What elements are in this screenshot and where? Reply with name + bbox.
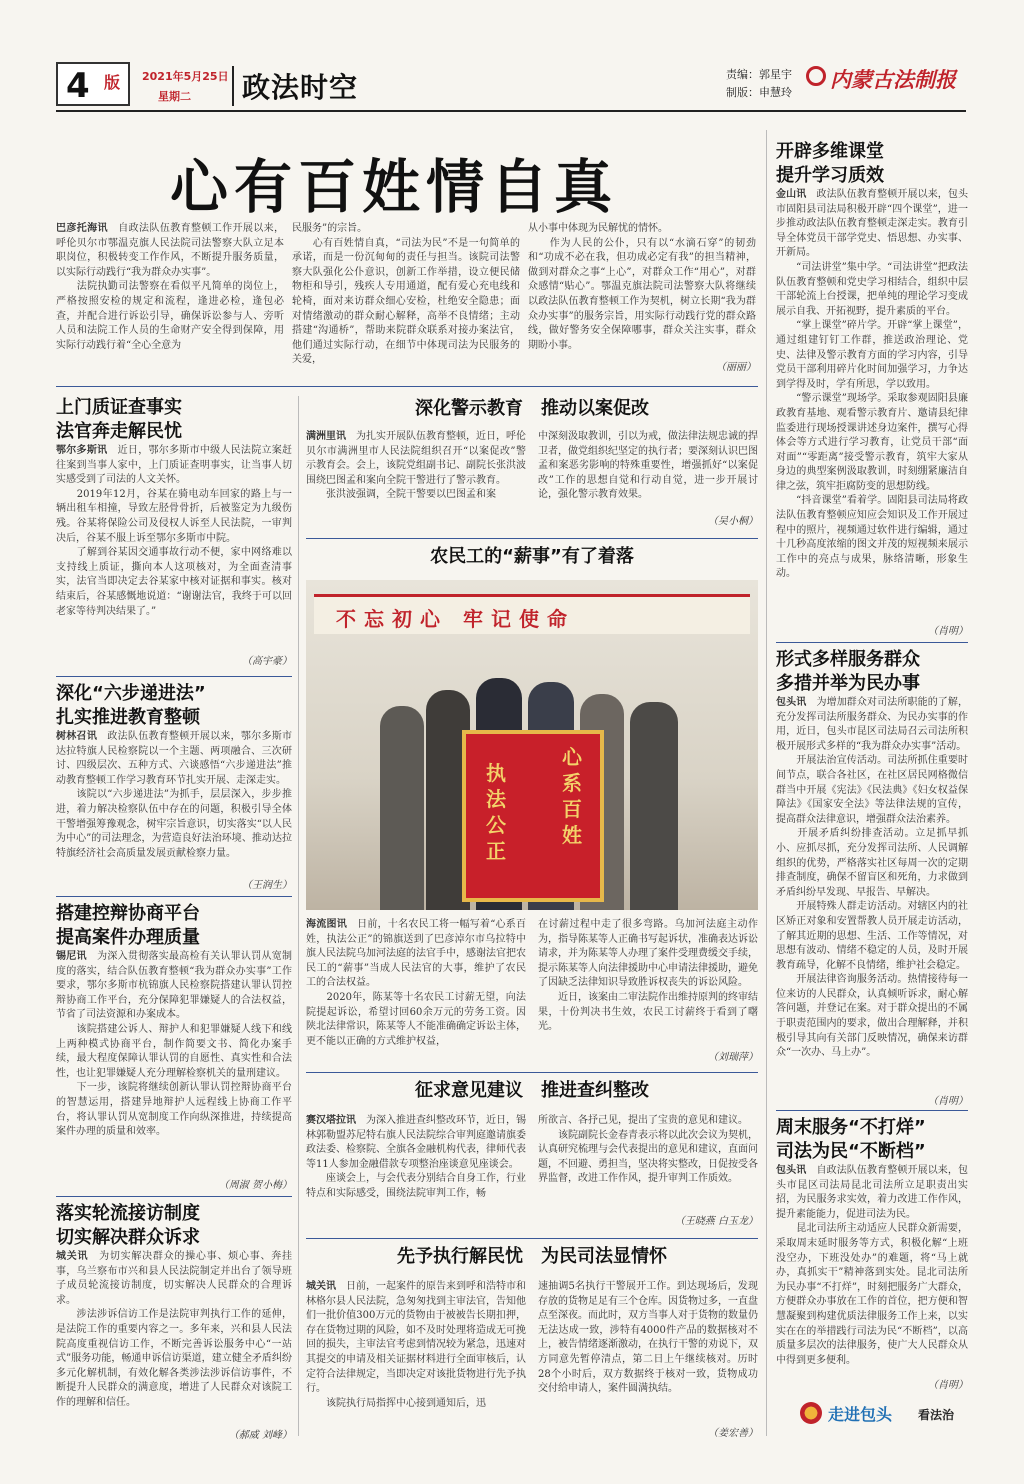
issue-date: 2021年5月25日 (142, 70, 229, 83)
footer-brand (800, 1398, 970, 1428)
dateline: 赛汉塔拉讯 (306, 1115, 356, 1126)
dateline: 金山讯 (776, 189, 807, 200)
body-text: 为深入推进查纠整改环节，近日，锡林郭勒盟苏尼特右旗人民法院综合审判庭邀请旗委政法委、检察院、全旗各金融机构代表，律师代表等11人参加金融借款专项整治座谈意见座谈会。 座谈会上，与会代表分别结合自身工作，行业特点和实际感受，围绕法院审判工作，畅 (306, 1115, 526, 1199)
article-body (56, 1250, 292, 1426)
masthead-divider (232, 66, 234, 106)
byline: （肖明） (928, 1380, 968, 1391)
article-headline: 搭建控辩协商平台 (56, 903, 200, 924)
article-multi-classroom (776, 140, 968, 640)
article-headline: 开辟多维课堂 (776, 141, 884, 162)
main-col-3: 从小事中体现为民解忧的情怀。 作为人民的公仆，只有以“水滴石穿”的韧劲和“功成不必在我，但功成必定有我”的担当精神，做到对群众之事“上心”，对群众工作“用心”，对群众感情“贴心”。鄂温克旗法院司法警察大队将继续以政法队伍教育整顿工作为契机，树立长期“我为群众办实事”的服务宗旨，用实际行动践行党的群众路线，做好警务安全保障哪事，群众关注实事，群众期盼小事。 (528, 223, 756, 351)
page-number-box (56, 62, 130, 106)
article-body (56, 444, 292, 652)
byline: （姜宏善） (708, 1428, 758, 1439)
wall-banner (314, 594, 750, 634)
byline: （郝威 刘峰） (228, 1430, 292, 1441)
main-article (56, 222, 756, 382)
section-rule (56, 1196, 292, 1197)
body-text: 自政法队伍教育整顿开展以来，包头市昆区司法局昆北司法所立足职责出实招，为民服务求实效，着力改进工作作风，提升素能能力，促进司法为民。 昆北司法所主动适应人民群众新需要，采取周末延时服务等方式，积极化解“上班没空办，下班没处办”的难题，将“马上就办，真抓实干”精神落到实处。昆北司法所为民办事“不打烊”，时刻把服务广大群众，方便群众办事放在工作的首位，把方便和智慧凝聚到构建优质法律服务工作上来，以实实在在的举措践行司法为民“不断档”，以高质量多层次的法律服务，使广大人民群众从中得到更多便利。 (776, 1165, 968, 1366)
article-headline: 深化“六步递进法” (56, 683, 206, 704)
section-title: 政法时空 (242, 71, 359, 104)
article-headline: 征求意见建议 推进查纠整改 (415, 1080, 649, 1101)
producer-credit: 制版：申慧玲 (726, 86, 792, 99)
column-rule (766, 130, 767, 1436)
byline: （肖明） (928, 1096, 968, 1107)
dateline: 包头讯 (776, 697, 807, 708)
section-rule (56, 386, 758, 387)
article-body (776, 696, 968, 1092)
brand-logo-icon (800, 1402, 822, 1424)
article-headline: 周末服务“不打烊” (776, 1117, 926, 1138)
article-col-1 (306, 430, 526, 530)
news-photo (306, 580, 758, 910)
main-headline: 心有百姓情自真 (170, 153, 619, 221)
article-col-2: 在讨薪过程中走了很多弯路。乌加河法庭主动作为，指导陈某等人正确书写起诉状，准确表达诉讼请求，并为陈某等人办理了案件受理费缓交手续，提示陈某等人向法律援助中心申请法律援助，避免了因缺乏法律知识导致胜诉权丧失的诉讼风险。 近日，该案由二审法院作出维持原判的终审结果，十份判决书生效，农民工讨薪终于看到了曙光。 (538, 919, 758, 1033)
article-col-1 (306, 918, 526, 1064)
person (630, 702, 678, 910)
byline: （刘瑞萍） (708, 1052, 758, 1063)
footer-logo-text: 走进包头 (828, 1405, 893, 1424)
article-col-2: 速抽调5名执行干警展开工作。到达现场后，发现存放的货物足足有三个仓库。因货物过多，一直盘点至深夜。而此时，双方当事人对于货物的数量仍无法达成一致，涉特有4000件产品的数据核对不上，被告情绪逐渐激动，在执行干警的劝说下，双方同意先暂停清点，第二日上午继续核对。历时28个小时后，双方数据终于核对一致，货物成功交付给申请人，案件圆满执结。 (538, 1281, 758, 1395)
byline: （王晓燕 白玉龙） (674, 1216, 758, 1227)
body-text: 日前，一起案件的原告来到呼和浩特市和林格尔县人民法院，急匆匆找到主审法官，告知他们一批价值300万元的货物由于被被告长期扣押，存在货物过期的风险，如不及时处理将造成无可挽回的损失，主审法官考虑到情况较为紧急，迅速对其提交的申请及相关证据材料进行全面审核后，认定符合法律规定，当即决定对该批货物进行先予执行。 该院执行局指挥中心接到通知后，迅 (306, 1281, 526, 1409)
banner-text-left: 执法公正 (486, 761, 506, 863)
dateline: 锡尼讯 (56, 951, 87, 962)
section-rule (776, 1110, 968, 1111)
section-rule (56, 676, 292, 677)
section-rule (306, 1238, 758, 1239)
article-col-2: 所欲言、各抒己见，提出了宝贵的意见和建议。 该院副院长金春青表示将以此次会议为契机，认真研究梳理与会代表提出的意见和建议，直面问题，不回避、勇担当，坚决将实整改，日促按受各界监督，改进工作作风，提升审判工作质效。 (538, 1115, 758, 1185)
paper-logo-icon (806, 66, 826, 86)
editor-credit: 责编：郭星宇 (726, 68, 792, 81)
article-body (776, 188, 968, 622)
body-text: 政法队伍教育整顿开展以来，鄂尔多斯市达拉特旗人民检察院以一个主题、两项融合、三次研讨、四级层次、五种方式、六谈感悟“六步递进法”推动教育整顿工作学习教育环节扎实开展、走深走实。 该院以“六步递进法”为抓手，层层深入，步步推进，着力解决检察队伍中存在的问题，积极引导全体干警增强筹豫观念，树牢宗旨意识，切实落实“以人民为中心”的司法理念，为营造良好法治环境、推动达拉特旗经济社会高质量发展贡献检察力量。 (56, 731, 292, 859)
body-text: 为切实解决群众的操心事、烦心事、奔挂事，乌兰察布市兴和县人民法院制定并出台了领导班子成员轮流接访制度，切实解决人民群众的合理诉求。 涉法涉诉信访工作是法院审判执行工作的延伸，是法院工作的重要内容之一。多年来，兴和县人民法院高度重视信访工作，不断完善诉讼服务中心“一站式”服务功能，畅通申诉信访渠道，建立健全矛盾纠纷多元化解机制，有效化解各类涉法涉诉信访事件，不断提升人民群众的满意度，增进了人民群众对该院工作的理解和信任。 (56, 1251, 292, 1408)
article-headline: 形式多样服务群众 (776, 649, 920, 670)
body-text: 为深入贯彻落实最高检有关认罪认罚从宽制度的落实，结合队伍教育整顿“我为群众办实事”工作要求，鄂尔多斯市杭锦旗人民检察院搭建认罪认罚控辩协商工作平台，充分保障犯罪嫌疑人的合法权益，节省了司法资源和办案成本。 该院搭建公诉人、辩护人和犯罪嫌疑人线下和线上两种模式协商平台，制作简要文书、简化办案手续，最大程度保障认罪认罚的自愿性、真实性和合法性，也让犯罪嫌疑人充分理解检察机关的量刑建议。 下一步，该院将继续创新认罪认罚控辩协商平台的智慧运用，搭建异地辩护人远程线上协商工作平台，将认罪认罚从宽制度工作向纵深推进，持续提高案件办理的质量和效率。 (56, 951, 292, 1138)
article-subheadline: 法官奔走解民忧 (56, 421, 182, 442)
dateline: 城关讯 (56, 1251, 89, 1262)
main-col-2: 民服务”的宗旨。 心有百姓情自真，“司法为民”不是一句简单的承诺，而是一份沉甸甸的责任与担当。该院司法警察大队强化公仆意识，创新工作举措，设立便民储物柜和导引，残疾人专用通道，配有爱心充电线和轮椅，面对来访群众细心安检，杜绝安全隐患；面对情绪激动的群众耐心解释，高举不良情绪；主动搭建“沟通桥”，帮助来院群众联系对接办案法官，他们通过实际行动，在细节中体现司法为民服务的关爱， (292, 223, 520, 366)
article-headline: 上门质证查事实 (56, 397, 182, 418)
section-rule (56, 896, 292, 897)
article-subheadline: 提升学习质效 (776, 165, 884, 186)
column-rule (298, 396, 299, 1436)
person (380, 706, 424, 910)
main-col-1 (56, 222, 284, 372)
dateline: 鄂尔多斯讯 (56, 445, 108, 456)
article-six-steps (56, 682, 292, 892)
byline: （高宇豪） (242, 656, 292, 667)
article-col-1 (306, 1114, 526, 1226)
article-warning-education (306, 396, 758, 536)
dateline: 树林召讯 (56, 731, 98, 742)
banner-text-right: 心系百姓 (562, 745, 582, 847)
article-subheadline: 扎实推进教育整顿 (56, 707, 200, 728)
footer-tagline: 看法治 (918, 1408, 955, 1422)
silk-banner (462, 730, 604, 902)
issue-weekday: 星期二 (158, 90, 191, 103)
byline: （吴小桐） (708, 516, 758, 527)
article-subheadline: 切实解决群众诉求 (56, 1227, 200, 1248)
dateline: 包头讯 (776, 1165, 807, 1176)
page-number: 4 (66, 66, 90, 106)
paper-name: 内蒙古法制报 (830, 68, 956, 92)
body-text: 日前，十名农民工将一幅写着“心系百姓，执法公正”的锦旗送到了巴彦淖尔市乌拉特中旗人民法院乌加河法庭的法官手中，感谢法官把农民工的“薪事”当成人民法官的大事，维护了农民工的合法权益。 2020年，陈某等十名农民工讨薪无望，向法院提起诉讼，希望讨回60余万元的劳务工资。因陕北法律常识，陈某等人不能准确确定诉讼主体，更不能以正确的方式维护权益， (306, 919, 526, 1047)
article-on-site-evidence (56, 396, 292, 674)
page-label: 版 (104, 73, 121, 92)
article-prior-enforcement (306, 1244, 758, 1440)
article-diverse-services (776, 648, 968, 1108)
body-text: 近日，鄂尔多斯市中级人民法院立案赶往案到当事人家中，上门质证查明事实，让当事人切实感受到了司法的人文关怀。 2019年12月，谷某在骑电动车回家的路上与一辆出租车相撞，导致左胫骨骨折，后被鉴定为九级伤残。谷某将保险公司及侵权人诉至人民法院，一审判决后，谷某不服上诉至鄂尔多斯市中院。 了解到谷某因交通事故行动不便，家中网络难以支持线上质证，撕向本人这项核对，为全面查清事实，法官当即决定去谷某家中核对证据和事实。核对结束后，谷某感慨地说道：“谢谢法官，我终于可以回老家等待判决结果了。” (56, 445, 292, 617)
body-text: 政法队伍教育整顿开展以来，包头市固阳县司法局积极开辟“四个课堂”，进一步推动政法队伍教育整顿走深走实。教育引导全体党员干部学党史、悟思想、办实事、开新局。 “司法讲堂”集中学。“司法讲堂”把政法队伍教育整顿和党史学习相结合，组织中层干部轮流上台授课，把单纯的理论学习变成展示自我、开拓视野，提升素质的平台。 “掌上课堂”碎片学。开辟“掌上课堂”，通过组建钉钉工作群，推送政治理论、党史、法律及警示教育方面的学习内容，引导党员干部利用碎片化时间加强学习，力争达到学得及时，学有所思，学以致用。 “警示课堂”现场学。采取参观固阳县廉政教育基地、观看警示教育片、邀请县纪律监委进行现场授课讲述身边案件，撰写心得体会等方式进行学习教育，让党员干部“面对面”“零距离”接受警示教育，筑牢大家从身边的典型案例汲取教训，时刻绷紧廉洁自律之弦，筑牢拒腐防变的思想防线。 “抖音课堂”看着学。固阳县司法局将政法队伍教育整顿应知应会知识及工作开展过程中的照片，视频通过软件进行编辑，通过十几秒高度浓缩的图文并茂的短视频来展示工作中的亮点与成果，脉络清晰，形象生动。 (776, 189, 968, 580)
wall-slogan: 不忘初心 牢记使命 (336, 607, 575, 631)
dateline: 满洲里讯 (306, 431, 346, 442)
body-text: 自政法队伍教育整顿工作开展以来，呼伦贝尔市鄂温克旗人民法院司法警察大队立足本职岗位，积极转变工作作风，不断提升服务质量，以实际行动践行“我为群众办实事”。 法院执勤司法警察在看似平凡简单的岗位上，严格按照安检的规定和流程，逢进必检，逢包必查，并配合进行诉讼引导，确保诉讼参与人、旁听人员和法院工作人员的生命财产安全得到保障，用实际行动践行着“全心全意为 (56, 223, 284, 351)
article-col-2: 中深刻汲取教训，引以为戒，做法律法规忠诚的捍卫者，做党组织纪坚定的执行者；要深刻认识巴图孟和案恶劣影响的特殊重要性，增强抓好“以案促改”工作的思想自觉和行动自觉，进一步开展讨论，强化警示教育效果。 (538, 431, 758, 501)
article-headline: 落实轮流接访制度 (56, 1203, 200, 1224)
article-body (56, 730, 292, 876)
body-text: 为扎实开展队伍教育整顿，近日，呼伦贝尔市满洲里市人民法院组织召开“以案促改”警示教育会。会上，该院党组副书记、副院长张洪波围绕巴图孟和案向全院干警进行了警示教育。 张洪波强调，全院干警要以巴图孟和案 (306, 431, 526, 501)
masthead-rule (56, 110, 966, 112)
section-rule (306, 1072, 758, 1073)
article-subheadline: 提高案件办理质量 (56, 927, 200, 948)
article-headline: 先予执行解民忧 为民司法显情怀 (397, 1246, 667, 1267)
article-col-1 (306, 1280, 526, 1440)
article-headline: 深化警示教育 推动以案促改 (415, 398, 649, 419)
byline: （肖明） (928, 626, 968, 637)
article-subheadline: 多措并举为民办事 (776, 673, 920, 694)
article-solicit-opinions (306, 1078, 758, 1232)
article-body (56, 950, 292, 1176)
body-text: 为增加群众对司法所职能的了解，充分发挥司法所服务群众、为民办实事的作用，近日，包头市昆区司法局召云司法所积极开展形式多样的“我为群众办实事”活动。 开展法治宣传活动。司法所抓住重要时间节点，联合各社区，在社区居民网格微信群当中开展《宪法》《民法典》《妇女权益保障法》《国家安全法》等法律法规的宣传，提高群众法律意识，增强群众法治素养。 开展矛盾纠纷排查活动。立足抓早抓小、应抓尽抓，充分发挥司法所、人民调解组织的优势，严格落实社区每周一次的定期排查制度，确保不留盲区和死角，力求做到矛盾纠纷早发现、早报告、早解决。 开展特殊人群走访活动。对辖区内的社区矫正对象和安置帮教人员开展走访活动，了解其近期的思想、生活、工作等情况，对思想有波动、情绪不稳定的人员，及时开展教育疏导，化解不良情绪，维护社会稳定。 开展法律咨询服务活动。热情接待每一位来访的人民群众，认真倾听诉求，耐心解答问题，并登记在案。对于群众提出的不属于职责范围内的要求，做出合理解释，并积极引导其向有关部门反映情况，确保来访群众“一次办、马上办”。 (776, 697, 968, 1059)
byline: （周淑 贺小梅） (218, 1180, 292, 1191)
section-rule (776, 642, 968, 643)
dateline: 巴彦托海讯 (56, 223, 108, 234)
article-petition-system (56, 1202, 292, 1442)
section-rule (306, 538, 758, 539)
byline: （王润生） (242, 880, 292, 891)
dateline: 城关讯 (306, 1281, 336, 1292)
article-headline: 农民工的“薪事”有了着落 (430, 546, 634, 567)
article-weekend-service (776, 1116, 968, 1392)
article-migrant-wages (306, 544, 758, 1064)
article-body (776, 1164, 968, 1376)
byline: （丽丽） (716, 362, 756, 373)
dateline: 海流图讯 (306, 919, 347, 930)
article-subheadline: 司法为民“不断档” (776, 1141, 926, 1162)
masthead (0, 0, 1024, 120)
article-plea-platform (56, 902, 292, 1192)
